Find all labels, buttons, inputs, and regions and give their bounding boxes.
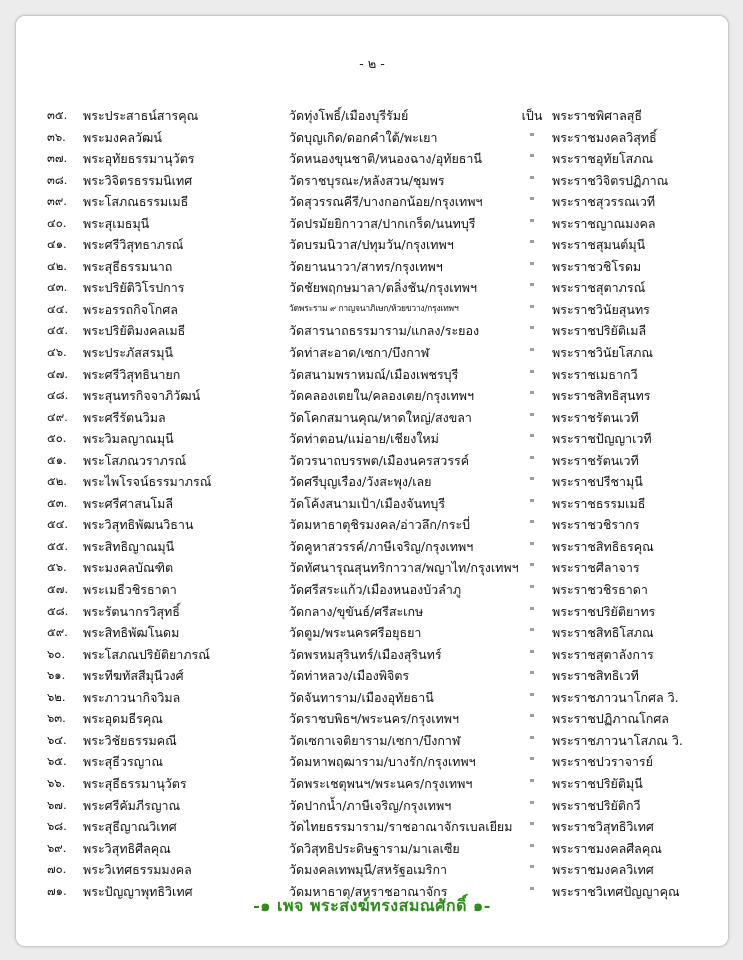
temple-location: วัดจันทาราม/เมืองอุทัยธานี: [289, 689, 434, 705]
item-number: ๕๑.: [47, 452, 67, 467]
current-title: พระประสาธน์สารคุณ: [83, 108, 199, 123]
connector-text: ": [529, 496, 535, 510]
item-number: ๕๘.: [47, 603, 69, 618]
current-title: พระปริยัติมงคลเมธี: [83, 323, 186, 339]
item-number: ๔๔.: [47, 301, 69, 316]
temple-location: วัดบรมนิวาส/ปทุมวัน/กรุงเทพฯ: [289, 237, 454, 253]
new-title: พระราชธรรมเมธี: [552, 495, 646, 511]
list-item: [16, 148, 728, 170]
list-item: [16, 644, 728, 666]
new-title: พระราชสิทธิโสภณ: [552, 625, 654, 641]
list-item: [16, 493, 728, 515]
list-item: [16, 795, 728, 817]
connector-text: ": [529, 561, 535, 575]
new-title: พระราชวิเทศปัญญาคุณ: [552, 883, 680, 899]
item-number: ๗๑.: [47, 883, 67, 898]
new-title: พระราชปัญญาเวที: [552, 431, 652, 447]
current-title: พระอุดมธีรคุณ: [83, 711, 163, 727]
list-item: [16, 838, 728, 860]
current-title: พระสุธีธรรมานุวัตร: [83, 775, 187, 791]
temple-location: วัดวรนาถบรรพต/เมืองนครสวรรค์: [289, 452, 470, 468]
temple-location: วัดราชบุรณะ/หลังสวน/ชุมพร: [289, 172, 445, 188]
temple-location: วัดพระราม ๙ กาญจนาภิเษก/ห้วยขวาง/กรุงเทพฯ: [289, 303, 459, 314]
item-number: ๕๐.: [47, 431, 67, 446]
temple-location: วัดสุวรรณคีรี/บางกอกน้อย/กรุงเทพฯ: [289, 194, 483, 210]
current-title: พระวิชัยธรรมคณี: [83, 732, 177, 748]
list-item: [16, 407, 728, 429]
new-title: พระราชวินัยโสภณ: [552, 345, 653, 361]
temple-location: วัดโค้งสนามเป้า/เมืองจันทบุรี: [289, 495, 446, 511]
current-title: พระมงคลบัณฑิต: [83, 560, 174, 576]
item-number: ๓๗.: [47, 151, 68, 166]
list-item: [16, 320, 728, 342]
item-number: ๖๕.: [47, 754, 67, 769]
current-title: พระทีฆทัสสีมุนีวงศ์: [83, 668, 184, 684]
temple-location: วัดไทยธรรมาราม/ราชอาณาจักรเบลเยียม: [289, 819, 513, 835]
new-title: พระราชปริยัติเมลี: [552, 323, 647, 339]
item-number: ๕๙.: [47, 625, 68, 640]
current-title: พระสุธีญาณวิเทศ: [83, 819, 177, 835]
list-item: [16, 234, 728, 256]
connector-text: ": [529, 647, 535, 661]
new-title: พระราชปวราจารย์: [552, 754, 653, 770]
item-number: ๖๔.: [47, 732, 67, 747]
connector-text: ": [529, 367, 535, 381]
document-page: [15, 15, 729, 947]
item-number: ๗๐.: [47, 862, 67, 877]
connector-text: ": [529, 432, 535, 446]
temple-location: วัดสนามพราหมณ์/เมืองเพชรบุรี: [289, 366, 459, 382]
list-item: [16, 364, 728, 386]
current-title: พระสุเมธมุนี: [83, 215, 150, 231]
new-title: พระราชวชิโรดม: [552, 258, 642, 274]
current-title: พระรัตนากรวิสุทธิ์: [83, 603, 180, 619]
connector-text: ": [529, 604, 535, 618]
connector-text: ": [529, 281, 535, 295]
list-item: [16, 299, 728, 321]
list-item: [16, 105, 728, 127]
item-number: ๖๙.: [47, 840, 67, 855]
list-item: [16, 471, 728, 493]
new-title: พระราชรัตนเวที: [552, 452, 639, 468]
connector-text: ": [529, 539, 535, 553]
item-number: ๓๘.: [47, 172, 68, 187]
connector-text: ": [529, 195, 535, 209]
item-number: ๖๘.: [47, 819, 67, 834]
temple-location: วัดบุญเกิด/ดอกคำใต้/พะเยา: [289, 129, 438, 145]
item-number: ๕๒.: [47, 474, 67, 489]
item-number: ๔๖.: [47, 345, 67, 360]
temple-location: วัดศรีสระแก้ว/เมืองหนองบัวลำภู: [289, 582, 462, 598]
item-number: ๓๙.: [47, 194, 67, 209]
temple-location: วัดทัศนารุณสุนทริกาวาส/พญาไท/กรุงเทพฯ: [289, 560, 519, 576]
new-title: พระราชปฏิภาณโกศล: [552, 711, 669, 727]
current-title: พระเมธีวชิรธาดา: [83, 582, 177, 598]
temple-location: วัดศรีบุญเรือง/วังสะพุง/เลย: [289, 474, 432, 490]
new-title: พระราชสิทธิสุนทร: [552, 388, 651, 404]
item-number: ๔๘.: [47, 388, 69, 403]
connector-text: ": [529, 712, 535, 726]
connector-text: ": [529, 453, 535, 467]
current-title: พระศรีรัตนวิมล: [83, 409, 166, 425]
new-title: พระราชเมธากวี: [552, 366, 638, 382]
current-title: พระวิจิตรธรรมนิเทศ: [83, 172, 193, 188]
connector-text: ": [529, 626, 535, 640]
new-title: พระราชวชิรากร: [552, 517, 640, 533]
connector-text: ": [529, 259, 535, 273]
current-title: พระโสภณปริยัติยาภรณ์: [83, 646, 210, 662]
current-title: พระสิทธิพัฒโนดม: [83, 625, 180, 641]
connector-text: ": [529, 324, 535, 338]
current-title: พระสุธีธรรมนาถ: [83, 258, 173, 274]
new-title: พระราชสุมนต์มุนี: [552, 237, 646, 253]
list-item: [16, 213, 728, 235]
connector-text: ": [529, 776, 535, 790]
temple-location: วัดมหาธาตุ/สหราชอาณาจักร: [289, 883, 448, 899]
new-title: พระราชปริยัติยาทร: [552, 603, 656, 619]
temple-location: วัดชัยพฤกษมาลา/ตลิ่งชัน/กรุงเทพฯ: [289, 280, 477, 296]
current-title: พระโสภณธรรมเมธี: [83, 194, 189, 210]
connector-text: ": [529, 238, 535, 252]
connector-text: ": [529, 475, 535, 489]
temple-location: วัดทุ่งโพธิ์/เมืองบุรีรัมย์: [289, 108, 409, 123]
list-item: [16, 342, 728, 364]
current-title: พระมงคลวัฒน์: [83, 129, 162, 145]
list-item: [16, 256, 728, 278]
connector-text: ": [529, 389, 535, 403]
new-title: พระราชวิจิตรปฏิภาณ: [552, 172, 669, 188]
list-item: [16, 170, 728, 192]
new-title: พระราชญาณมงคล: [552, 215, 656, 231]
current-title: พระสุนทรกิจจาภิวัฒน์: [83, 388, 201, 404]
temple-location: วัดเซกาเจติยาราม/เซกา/บึงกาฬ: [289, 732, 461, 748]
connector-text: ": [529, 216, 535, 230]
appointment-list: [16, 105, 728, 902]
list-item: [16, 622, 728, 644]
list-item: [16, 514, 728, 536]
new-title: พระราชปรีชามุนี: [552, 474, 643, 490]
temple-location: วัดพรหมสุรินทร์/เมืองสุรินทร์: [289, 646, 442, 662]
new-title: พระราชปริยัติกวี: [552, 797, 641, 813]
temple-location: วัดมหาธาตุชิรมงคล/อ่าวลึก/กระบี่: [289, 517, 471, 533]
connector-text: ": [529, 410, 535, 424]
list-item: [16, 859, 728, 881]
item-number: ๕๓.: [47, 495, 68, 510]
item-number: ๔๑.: [47, 237, 67, 252]
temple-location: วัดโคกสมานคุณ/หาดใหญ่/สงขลา: [289, 409, 472, 425]
list-item: [16, 127, 728, 149]
new-title: พระราชศีลาจาร: [552, 560, 640, 576]
connector-text: ": [529, 841, 535, 855]
temple-location: วัดหนองขุนชาติ/หนองฉาง/อุทัยธานี: [289, 151, 482, 167]
list-item: [16, 557, 728, 579]
current-title: พระวิเทศธรรมมงคล: [83, 862, 192, 878]
list-item: [16, 191, 728, 213]
item-number: ๓๖.: [47, 129, 66, 144]
new-title: พระราชสุตาภรณ์: [552, 280, 646, 296]
item-number: ๔๕.: [47, 323, 69, 338]
current-title: พระภาวนากิจวิมล: [83, 689, 181, 705]
temple-location: วัดท่าหลวง/เมืองพิจิตร: [289, 668, 410, 684]
new-title: พระราชสิทธิธรคุณ: [552, 538, 654, 554]
item-number: ๕๔.: [47, 517, 69, 532]
new-title: พระราชปริยัติมุนี: [552, 775, 643, 791]
new-title: พระราชวิสุทธิวิเทศ: [552, 819, 654, 835]
item-number: ๖๖.: [47, 775, 66, 790]
connector-text: ": [529, 583, 535, 597]
current-title: พระปริยัติวิโรปการ: [83, 280, 185, 296]
new-title: พระราชสุตาลังการ: [552, 646, 654, 662]
list-item: [16, 428, 728, 450]
list-item: [16, 579, 728, 601]
list-item: [16, 773, 728, 795]
list-item: [16, 816, 728, 838]
connector-text: ": [529, 173, 535, 187]
current-title: พระอรรถกิจโกศล: [83, 301, 178, 317]
connector-text: ": [529, 518, 535, 532]
current-title: พระวิมลญาณมุนี: [83, 431, 174, 447]
list-item: [16, 687, 728, 709]
item-number: ๕๗.: [47, 582, 69, 597]
connector-text: ": [529, 884, 535, 898]
new-title: พระราชวินัยสุนทร: [552, 301, 650, 317]
connector-text: ": [529, 755, 535, 769]
current-title: พระวิสุทธิศีลคุณ: [83, 840, 171, 856]
connector-text: ": [529, 346, 535, 360]
list-item: [16, 450, 728, 472]
temple-location: วัดสารนาถธรรมาราม/แกลง/ระยอง: [289, 323, 480, 339]
new-title: พระราชอุทัยโสภณ: [552, 151, 654, 167]
item-number: ๔๓.: [47, 280, 68, 295]
list-item: [16, 730, 728, 752]
current-title: พระวิสุทธิพัฒนวิธาน: [83, 517, 194, 533]
list-item: [16, 665, 728, 687]
connector-text: ": [529, 733, 535, 747]
connector-text: ": [529, 130, 535, 144]
page-footer-credit: -๑ เพจ พระสงฆ์ทรงสมณศักดิ์ ๑-: [253, 896, 491, 915]
list-item: [16, 385, 728, 407]
new-title: พระราชมงคลวิสุทธิ์: [552, 129, 657, 145]
current-title: พระศรีคัมภีรญาณ: [83, 797, 181, 813]
connector-text: ": [529, 302, 535, 316]
current-title: พระปัญญาพุทธิวิเทศ: [83, 883, 193, 899]
list-item: [16, 751, 728, 773]
current-title: พระอุทัยธรรมานุวัตร: [83, 151, 195, 167]
temple-location: วัดมงคลเทพมุนี/สหรัฐอเมริกา: [289, 862, 448, 878]
connector-text: ": [529, 152, 535, 166]
current-title: พระสิทธิญาณมุนี: [83, 538, 175, 554]
connector-text: เป็น: [521, 108, 543, 123]
item-number: ๖๗.: [47, 797, 67, 812]
item-number: ๖๑.: [47, 668, 66, 683]
connector-text: ": [529, 820, 535, 834]
current-title: พระไพโรจน์ธรรมาภรณ์: [83, 474, 212, 490]
item-number: ๔๐.: [47, 215, 67, 230]
connector-text: ": [529, 669, 535, 683]
temple-location: วัดคูหาสวรรค์/ภาษีเจริญ/กรุงเทพฯ: [289, 538, 474, 554]
current-title: พระศรีศาสนโมลี: [83, 495, 174, 511]
list-item: [16, 536, 728, 558]
temple-location: วัดคลองเตยใน/คลองเตย/กรุงเทพฯ: [289, 388, 475, 404]
temple-location: วัดวิสุทธิประดิษฐาราม/มาเลเซีย: [289, 840, 460, 856]
temple-location: วัดท่าตอน/แม่อาย/เชียงใหม่: [289, 431, 439, 447]
item-number: ๔๒.: [47, 258, 67, 273]
item-number: ๕๖.: [47, 560, 67, 575]
new-title: พระราชรัตนเวที: [552, 409, 639, 425]
new-title: พระราชวชิรธาดา: [552, 582, 648, 598]
new-title: พระราชมงคลศีลคุณ: [552, 840, 662, 856]
item-number: ๖๒.: [47, 689, 66, 704]
new-title: พระราชสุวรรณเวที: [552, 194, 656, 210]
temple-location: วัดราชบพิธฯ/พระนคร/กรุงเทพฯ: [289, 711, 460, 727]
temple-location: วัดมหาพฤฒาราม/บางรัก/กรุงเทพฯ: [289, 754, 476, 770]
item-number: ๖๓.: [47, 711, 66, 726]
current-title: พระศรีวิสุทธาภรณ์: [83, 237, 184, 253]
current-title: พระศรีวิสุทธินายก: [83, 366, 181, 382]
temple-location: วัดพระเชตุพนฯ/พระนคร/กรุงเทพฯ: [289, 775, 473, 791]
current-title: พระสุธีวรญาณ: [83, 754, 163, 770]
item-number: ๔๗.: [47, 366, 69, 381]
list-item: [16, 708, 728, 730]
list-item: [16, 601, 728, 623]
new-title: พระราชภาวนาโสภณ วิ.: [552, 732, 683, 748]
item-number: ๓๕.: [47, 108, 68, 122]
temple-location: วัดปากน้ำ/ภาษีเจริญ/กรุงเทพฯ: [289, 797, 452, 813]
current-title: พระโสภณวราภรณ์: [83, 452, 187, 468]
new-title: พระราชพิศาลสุธี: [552, 108, 642, 123]
temple-location: วัดปรมัยยิกาวาส/ปากเกร็ด/นนทบุรี: [289, 215, 476, 231]
temple-location: วัดท่าสะอาด/เซกา/บึงกาฬ: [289, 345, 430, 361]
new-title: พระราชสิทธิเวที: [552, 668, 639, 684]
item-number: ๖๐.: [47, 646, 65, 661]
page-number: - ๒ -: [359, 57, 385, 72]
new-title: พระราชมงคลวิเทศ: [552, 862, 654, 878]
list-item: [16, 277, 728, 299]
connector-text: ": [529, 690, 535, 704]
item-number: ๔๙.: [47, 409, 68, 424]
connector-text: ": [529, 798, 535, 812]
current-title: พระประภัสสรมุนี: [83, 345, 174, 361]
temple-location: วัดตูม/พระนครศรีอยุธยา: [289, 625, 422, 641]
new-title: พระราชภาวนาโกศล วิ.: [552, 689, 679, 705]
item-number: ๕๕.: [47, 538, 69, 553]
temple-location: วัดกลาง/ขุขันธ์/ศรีสะเกษ: [289, 603, 424, 619]
connector-text: ": [529, 863, 535, 877]
temple-location: วัดยานนาวา/สาทร/กรุงเทพฯ: [289, 258, 443, 274]
